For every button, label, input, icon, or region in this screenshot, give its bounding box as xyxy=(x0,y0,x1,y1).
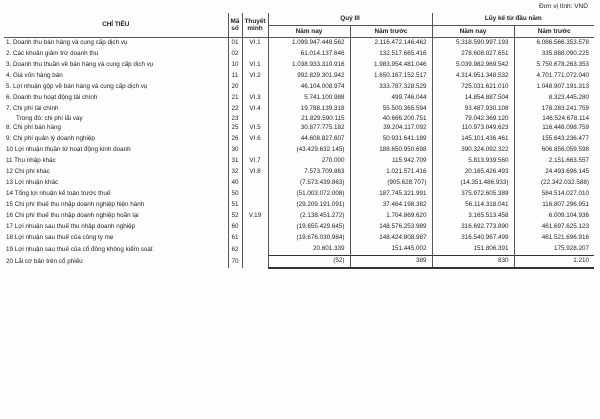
line-item-code: 01 xyxy=(228,38,242,50)
line-item-name: 10 Lợi nhuận thuần từ hoạt động kinh doanh xyxy=(6,146,131,154)
table-row xyxy=(4,49,594,60)
quarter-this-year-value: 7.573.709.863 xyxy=(268,167,350,178)
ytd-this-year-value: 725.031.621.010 xyxy=(432,82,514,93)
line-item-code: 31 xyxy=(228,156,242,167)
table-row xyxy=(4,145,594,156)
line-item-code: 11 xyxy=(228,71,242,82)
quarter-prev-year-value: 333.787.328.529 xyxy=(350,82,432,93)
ytd-prev-year-value: 155.643.236.477 xyxy=(514,134,594,145)
table-row xyxy=(4,256,594,269)
header-quarter: Quý III xyxy=(268,13,432,26)
table-row xyxy=(4,123,594,134)
ytd-prev-year-value: (22.342.032.588) xyxy=(514,178,594,189)
line-item-code: 21 xyxy=(228,93,242,104)
quarter-prev-year-value: 148.424.808.987 xyxy=(350,233,432,244)
ytd-this-year-value: 5.318.590.997.193 xyxy=(432,38,514,50)
ytd-prev-year-value: 5.750.678.263.353 xyxy=(514,60,594,71)
ytd-this-year-value: 151.806.391 xyxy=(432,244,514,256)
line-item-note xyxy=(242,222,268,233)
ytd-prev-year-value: 606.856.059.598 xyxy=(514,145,594,156)
quarter-prev-year-value: 1.021.571.416 xyxy=(350,167,432,178)
subitem-code: 23 xyxy=(228,115,242,123)
line-item-code: 10 xyxy=(228,60,242,71)
ytd-prev-year-value: 175.928.207 xyxy=(514,244,594,256)
table-row xyxy=(4,233,594,244)
header-chi-tieu: CHỈ TIÊU xyxy=(4,13,228,38)
table-row xyxy=(4,60,594,71)
ytd-prev-year-value: 461.697.625.123 xyxy=(514,222,594,233)
table-row xyxy=(4,222,594,233)
quarter-this-year-value: (19.676.030.984) xyxy=(268,233,350,244)
quarter-prev-year-value: 50.931.641.189 xyxy=(350,134,432,145)
quarter-prev-year-value: 389 xyxy=(350,256,432,269)
line-item-code: 60 xyxy=(228,222,242,233)
line-item-name: 1. Doanh thu bán hàng và cung cấp dịch vụ xyxy=(6,39,128,47)
ytd-prev-year-value: 4.701.771.072.040 xyxy=(514,71,594,82)
currency-unit: Đơn vị tính: VND xyxy=(538,3,588,10)
quarter-this-year-value: 30.877.775.182 xyxy=(268,123,350,134)
header-ma-so: Mã số xyxy=(228,13,242,38)
ytd-prev-year-value: 116.807.296.951 xyxy=(514,200,594,211)
quarter-prev-year-value: 188.650.950.698 xyxy=(350,145,432,156)
line-item-note: VI.3 xyxy=(242,93,268,104)
line-item-note xyxy=(242,233,268,244)
line-item-code: 26 xyxy=(228,134,242,145)
quarter-this-year-value: (51.003.072.008) xyxy=(268,189,350,200)
ytd-this-year-value: 375.972.605.389 xyxy=(432,189,514,200)
line-item-code: 62 xyxy=(228,244,242,256)
quarter-this-year-value: 20.601.339 xyxy=(268,244,350,256)
quarter-this-year-value: 46.104.008.974 xyxy=(268,82,350,93)
line-item-name: 18 Lợi nhuận sau thuế của công ty mẹ xyxy=(6,234,114,242)
line-item-code: 22 xyxy=(228,104,242,115)
quarter-this-year-value: 1.099.947.448.562 xyxy=(268,38,350,50)
line-item-note xyxy=(242,178,268,189)
line-item-note xyxy=(242,145,268,156)
ytd-this-year-value: (14.351.486.933) xyxy=(432,178,514,189)
ytd-this-year-value: 14.854.887.504 xyxy=(432,93,514,104)
subitem-name: Trong đó: chi phí lãi vay xyxy=(16,115,83,122)
line-item-name: 2. Các khoản giảm trừ doanh thu xyxy=(6,50,99,58)
table-row xyxy=(4,178,594,189)
ytd-this-year-value: 20.165.426.493 xyxy=(432,167,514,178)
line-item-code: 70 xyxy=(228,256,242,269)
line-item-name: 7. Chi phí tài chính xyxy=(6,105,59,113)
quarter-prev-year-value: (905.628.707) xyxy=(350,178,432,189)
header-ytd-this-year: Năm nay xyxy=(432,26,514,38)
line-item-note xyxy=(242,200,268,211)
ytd-this-year-value: 5.039.982.969.542 xyxy=(432,60,514,71)
ytd-this-year-value: 145.101.436.461 xyxy=(432,134,514,145)
line-item-name: 6. Doanh thu hoạt động tài chính xyxy=(6,94,98,102)
quarter-prev-year-subvalue: 40.666.200.751 xyxy=(350,115,432,123)
quarter-this-year-value: (19.655.429.645) xyxy=(268,222,350,233)
ytd-prev-year-subvalue: 146.524.678.114 xyxy=(514,115,594,123)
table-row xyxy=(4,93,594,104)
quarter-prev-year-value: 148.576.253.989 xyxy=(350,222,432,233)
line-item-name: 11 Thu nhập khác xyxy=(6,157,56,165)
line-item-code: 25 xyxy=(228,123,242,134)
ytd-this-year-value: 830 xyxy=(432,256,514,269)
ytd-prev-year-value: 6.009.104.936 xyxy=(514,211,594,222)
quarter-this-year-value: 270.000 xyxy=(268,156,350,167)
line-item-code: 02 xyxy=(228,49,242,60)
table-row xyxy=(4,82,594,93)
line-item-name: 4. Giá vốn hàng bán xyxy=(6,72,63,80)
line-item-note: VI.1 xyxy=(242,38,268,50)
ytd-prev-year-value: 335.888.090.225 xyxy=(514,49,594,60)
line-item-code: 40 xyxy=(228,178,242,189)
ytd-this-year-value: 316.540.967.499 xyxy=(432,233,514,244)
ytd-this-year-value: 56.114.318.041 xyxy=(432,200,514,211)
line-item-code: 32 xyxy=(228,167,242,178)
line-item-code: 50 xyxy=(228,189,242,200)
quarter-prev-year-value: 1.704.869.620 xyxy=(350,211,432,222)
quarter-prev-year-value: 39.204.117.092 xyxy=(350,123,432,134)
ytd-this-year-value: 3.165.513.458 xyxy=(432,211,514,222)
line-item-name: 8. Chi phí bán hàng xyxy=(6,124,61,132)
income-statement-table xyxy=(4,13,594,269)
line-item-name: 9. Chi phí quản lý doanh nghiệp xyxy=(6,135,95,143)
table-row xyxy=(4,211,594,222)
line-item-note: VI.4 xyxy=(242,104,268,115)
line-item-name: 14 Tổng lợi nhuận kế toán trước thuế xyxy=(6,190,111,198)
quarter-this-year-subvalue: 21.829.590.115 xyxy=(268,115,350,123)
table-row xyxy=(4,156,594,167)
line-item-code: 52 xyxy=(228,211,242,222)
line-item-code: 61 xyxy=(228,233,242,244)
quarter-this-year-value: 19.788.139.318 xyxy=(268,104,350,115)
quarter-prev-year-value: 187.745.321.991 xyxy=(350,189,432,200)
quarter-this-year-value: 61.014.137.646 xyxy=(268,49,350,60)
quarter-prev-year-value: 115.942.709 xyxy=(350,156,432,167)
line-item-note: VI.2 xyxy=(242,71,268,82)
table-row xyxy=(4,134,594,145)
ytd-this-year-value: 390.324.092.322 xyxy=(432,145,514,156)
ytd-this-year-value: 5.813.939.560 xyxy=(432,156,514,167)
header-thuyet-minh: Thuyết minh xyxy=(242,13,268,38)
line-item-name: 17 Lợi nhuận sau thuế thu nhập doanh nghiệp xyxy=(6,223,136,231)
line-item-code: 51 xyxy=(228,200,242,211)
ytd-prev-year-value: 584.514.027.010 xyxy=(514,189,594,200)
line-item-name: 20 Lãi cơ bản trên cổ phiếu xyxy=(6,257,83,265)
ytd-prev-year-value: 2.151.663.557 xyxy=(514,156,594,167)
line-item-note: VI.1 xyxy=(242,60,268,71)
table-row xyxy=(4,167,594,178)
line-item-note: V.19 xyxy=(242,211,268,222)
quarter-this-year-value: 5.741.100.988 xyxy=(268,93,350,104)
line-item-note xyxy=(242,189,268,200)
header-year-to-date: Lũy kế từ đầu năm xyxy=(432,13,594,26)
ytd-prev-year-value: 116.448.098.759 xyxy=(514,123,594,134)
quarter-this-year-value: (52) xyxy=(268,256,350,269)
line-item-note: VI.6 xyxy=(242,134,268,145)
line-item-name: 13 Lợi nhuận khác xyxy=(6,179,59,187)
ytd-this-year-value: 316.692.773.890 xyxy=(432,222,514,233)
ytd-prev-year-value: 8.323.445.280 xyxy=(514,93,594,104)
ytd-prev-year-value: 461.521.696.916 xyxy=(514,233,594,244)
quarter-this-year-value: (29.209.191.091) xyxy=(268,200,350,211)
ytd-this-year-value: 4.314.951.348.532 xyxy=(432,71,514,82)
line-item-name: 5. Lợi nhuận gộp về bán hàng và cung cấp dịch vụ xyxy=(6,83,148,91)
line-item-note xyxy=(242,82,268,93)
line-item-note: VI.5 xyxy=(242,123,268,134)
table-row xyxy=(4,189,594,200)
line-item-name: 15 Chi phí thuế thu nhập doanh nghiệp hiện hành xyxy=(6,201,145,209)
line-item-note: VI.7 xyxy=(242,156,268,167)
quarter-this-year-value: 992.829.301.942 xyxy=(268,71,350,82)
line-item-name: 19 Lợi nhuận sau thuế của cổ đông không kiểm soát xyxy=(6,245,153,253)
table-row xyxy=(4,244,594,256)
line-item-name: 3. Doanh thu thuần về bán hàng và cung cấp dịch vụ xyxy=(6,61,154,69)
subitem-note xyxy=(242,115,268,123)
line-item-name: 16 Chi phí thuế thu nhập doanh nghiệp hoãn lại xyxy=(6,212,139,220)
line-item-note xyxy=(242,49,268,60)
ytd-this-year-value: 278.608.027.651 xyxy=(432,49,514,60)
table-row xyxy=(4,200,594,211)
ytd-prev-year-value: 6.086.566.353.578 xyxy=(514,38,594,50)
line-item-code: 30 xyxy=(228,145,242,156)
quarter-prev-year-value: 55.500.365.594 xyxy=(350,104,432,115)
header-ytd-prev-year: Năm trước xyxy=(514,26,594,38)
quarter-this-year-value: 44.608.827.607 xyxy=(268,134,350,145)
quarter-prev-year-value: 37.464.198.382 xyxy=(350,200,432,211)
line-item-note xyxy=(242,244,268,256)
ytd-this-year-value: 110.973.049.623 xyxy=(432,123,514,134)
line-item-note: VI.8 xyxy=(242,167,268,178)
quarter-prev-year-value: 1.650.167.152.517 xyxy=(350,71,432,82)
line-item-code: 20 xyxy=(228,82,242,93)
line-item-note xyxy=(242,256,268,269)
quarter-prev-year-value: 132.517.665.416 xyxy=(350,49,432,60)
ytd-prev-year-value: 1.210 xyxy=(514,256,594,269)
quarter-prev-year-value: 151.445.002 xyxy=(350,244,432,256)
quarter-this-year-value: (2.138.451.272) xyxy=(268,211,350,222)
quarter-prev-year-value: 2.116.472.146.462 xyxy=(350,38,432,50)
header-quarter-this-year: Năm nay xyxy=(268,26,350,38)
table-row xyxy=(4,71,594,82)
table-subrow xyxy=(4,115,594,123)
ytd-this-year-value: 93.487.930.108 xyxy=(432,104,514,115)
ytd-prev-year-value: 178.283.241.759 xyxy=(514,104,594,115)
table-row xyxy=(4,38,594,50)
table-row xyxy=(4,104,594,115)
quarter-this-year-value: (43.429.632.145) xyxy=(268,145,350,156)
header-quarter-prev-year: Năm trước xyxy=(350,26,432,38)
quarter-this-year-value: (7.573.439.863) xyxy=(268,178,350,189)
quarter-this-year-value: 1.038.933.310.916 xyxy=(268,60,350,71)
ytd-this-year-subvalue: 79.042.369.120 xyxy=(432,115,514,123)
ytd-prev-year-value: 24.493.696.145 xyxy=(514,167,594,178)
quarter-prev-year-value: 499.746.044 xyxy=(350,93,432,104)
ytd-prev-year-value: 1.048.907.191.313 xyxy=(514,82,594,93)
quarter-prev-year-value: 1.983.954.481.046 xyxy=(350,60,432,71)
line-item-name: 12 Chi phí khác xyxy=(6,168,50,176)
